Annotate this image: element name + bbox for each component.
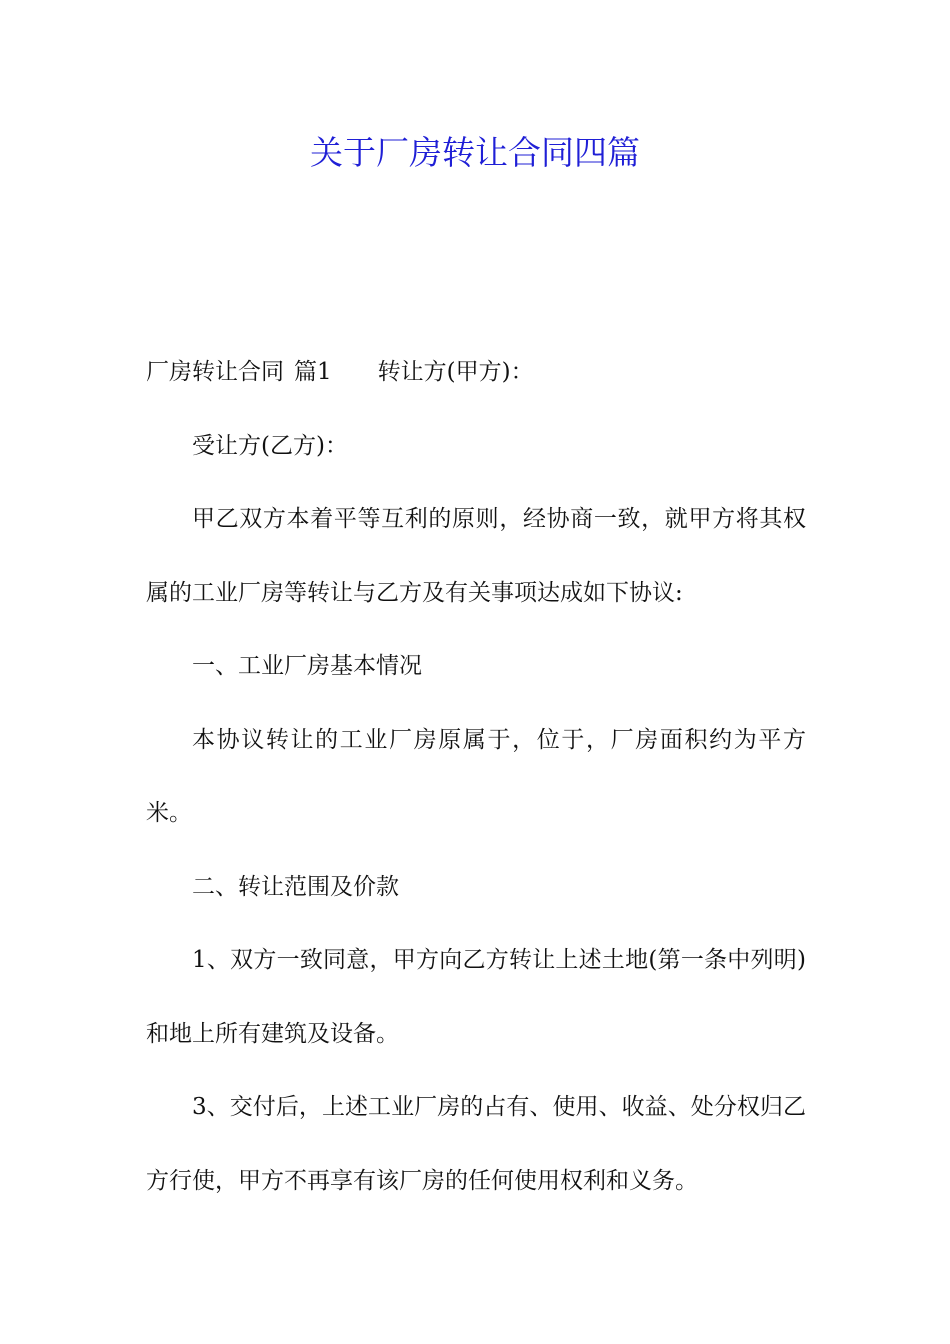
paragraph: 1、双方一致同意，甲方向乙方转让上述土地(第一条中列明)和地上所有建筑及设备。 [146, 947, 806, 1047]
section-label: 篇1 [294, 359, 332, 385]
paragraph: 受让方(乙方)： [192, 432, 348, 459]
section-heading: 二、转让范围及价款 [192, 873, 399, 900]
section-heading: 一、工业厂房基本情况 [192, 653, 422, 679]
contract-heading-line [146, 336, 806, 410]
contract-name: 厂房转让合同 [146, 359, 284, 385]
paragraph: 甲乙双方本着平等互利的原则，经协商一致，就甲方将其权属的工业厂房等转让与乙方及有关事项达成如下协议: [146, 506, 806, 606]
document-body [146, 336, 806, 1218]
transferor-label: 转让方(甲方)： [377, 359, 534, 385]
paragraph: 3、交付后，上述工业厂房的占有、使用、收益、处分权归乙方行使，甲方不再享有该厂房的任何使用权利和义务。 [146, 1094, 806, 1194]
paragraph: 本协议转让的工业厂房原属于，位于，厂房面积约为平方米。 [146, 726, 806, 826]
document-title: 关于厂房转让合同四篇 [310, 133, 640, 172]
